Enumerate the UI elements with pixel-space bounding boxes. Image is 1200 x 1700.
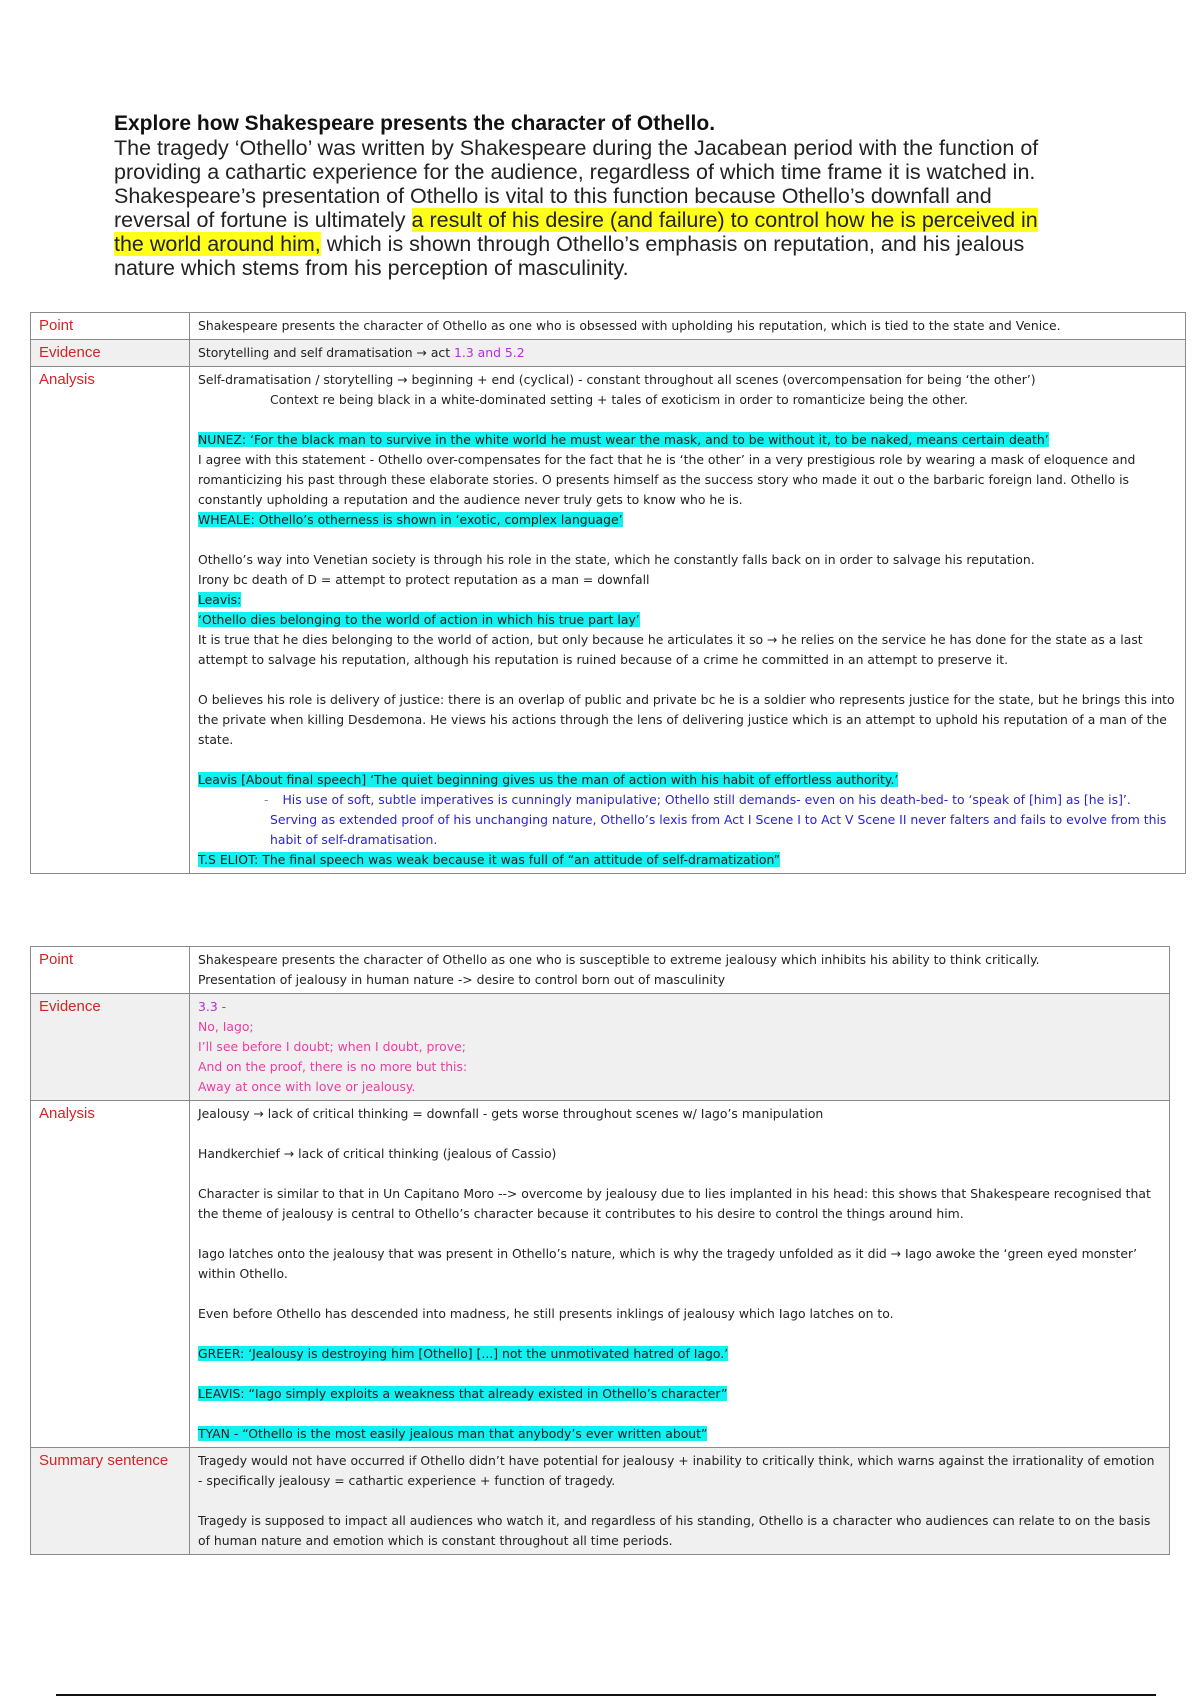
point-text: Shakespeare presents the character of Othello as one who is susceptible to extreme jealousy which inhibits his ability to think critically.	[198, 952, 1040, 967]
intro-line: Shakespeare’s presentation of Othello is vital to this function because Othello’s downfall and	[114, 184, 992, 208]
evidence-row	[31, 994, 1170, 1101]
summary-paragraph: Tragedy is supposed to impact all audiences who watch it, and regardless of his standing, Othello is a character who audiences can relate to on the basis of human nature and emotion which is constant throughout all time periods.	[198, 1513, 1151, 1548]
critic-quote-nunez: NUNEZ: ‘For the black man to survive in the white world he must wear the mask, and to be without it, to be naked, means certain death’	[198, 432, 1049, 447]
summary-cell	[190, 1448, 1170, 1555]
intro-line: nature which stems from his perception of masculinity.	[114, 256, 629, 280]
evidence-row	[31, 340, 1186, 367]
page-bottom-rule	[56, 1694, 1156, 1696]
point-row	[31, 947, 1170, 994]
row-label: Analysis	[31, 367, 190, 874]
row-label: Evidence	[31, 340, 190, 367]
bullet-marker: -	[264, 792, 269, 807]
row-label: Evidence	[31, 994, 190, 1101]
essay-introduction	[114, 112, 1094, 280]
point-cell	[190, 313, 1186, 340]
critic-quote-leavis-final-speech: Leavis [About final speech] ‘The quiet beginning gives us the man of action with his habit of effortless authority.’	[198, 772, 899, 787]
analysis-paragraph: Iago latches onto the jealousy that was present in Othello’s nature, which is why the tragedy unfolded as it did → Iago awoke the ‘green eyed monster’ within Othello.	[198, 1246, 1138, 1281]
summary-row	[31, 1448, 1170, 1555]
analysis-cell	[190, 367, 1186, 874]
point-cell	[190, 947, 1170, 994]
critic-quote-leavis: ‘Othello dies belonging to the world of action in which his true part lay’	[198, 612, 640, 627]
critic-quote-greer: GREER: ‘Jealousy is destroying him [Othello] [...] not the unmotivated hatred of Iago.’	[198, 1346, 729, 1361]
point-text: Shakespeare presents the character of Othello as one who is obsessed with upholding his reputation, which is tied to the state and Venice.	[198, 318, 1061, 333]
critic-name-leavis: Leavis:	[198, 592, 242, 607]
analysis-paragraph: O believes his role is delivery of justice: there is an overlap of public and private bc he is a soldier who represents justice for the state, but he brings this into the private when killing Desdemona. He views his actions through the lens of delivering justice which is an attempt to uphold his reputation of a man of the state.	[198, 692, 1175, 747]
critic-quote-leavis: LEAVIS: “Iago simply exploits a weakness that already existed in Othello’s character”	[198, 1386, 728, 1401]
analysis-paragraph: Character is similar to that in Un Capitano Moro --> overcome by jealousy due to lies implanted in his head: this shows that Shakespeare recognised that the theme of jealousy is central to Othello’s character because it contributes to his desire to control the things around him.	[198, 1186, 1151, 1221]
analysis-paragraph: It is true that he dies belonging to the world of action, but only because he articulates it so → he relies on the service he has done for the state as a last attempt to salvage his reputation, although his reputation is ruined because of a crime he committed in an attempt to preserve it.	[198, 632, 1143, 667]
highlighted-thesis: the world around him,	[114, 232, 321, 256]
point-text: Presentation of jealousy in human nature -> desire to control born out of masculinity	[198, 972, 726, 987]
critic-quote-wheale: WHEALE: Othello’s otherness is shown in ‘exotic, complex language’	[198, 512, 623, 527]
evidence-cell	[190, 340, 1186, 367]
quote-line: No, Iago;	[198, 1019, 254, 1034]
quote-line: Away at once with love or jealousy.	[198, 1079, 416, 1094]
row-label: Point	[31, 947, 190, 994]
essay-title: Explore how Shakespeare presents the character of Othello.	[114, 112, 716, 135]
summary-paragraph: Tragedy would not have occurred if Othello didn’t have potential for jealousy + inability to critically think, which warns against the irrationality of emotion - specifically jealousy = cathartic experience + function of tragedy.	[198, 1453, 1155, 1488]
row-label: Analysis	[31, 1101, 190, 1448]
evidence-text: Storytelling and self dramatisation → act	[198, 345, 455, 360]
intro-line: The tragedy ‘Othello’ was written by Shakespeare during the Jacabean period with the function of	[114, 136, 1039, 160]
analysis-line: Self-dramatisation / storytelling → beginning + end (cyclical) - constant throughout all scenes (overcompensation for being ‘the other’)	[198, 372, 1036, 387]
evidence-cell	[190, 994, 1170, 1101]
quote-line: I’ll see before I doubt; when I doubt, prove;	[198, 1039, 466, 1054]
act-reference: 1.3 and 5.2	[454, 345, 525, 360]
analysis-line: Irony bc death of D = attempt to protect reputation as a man = downfall	[198, 572, 650, 587]
analysis-cell	[190, 1101, 1170, 1448]
analysis-line: Othello’s way into Venetian society is through his role in the state, which he constantly falls back on in order to salvage his reputation.	[198, 552, 1035, 567]
analysis-line: Context re being black in a white-dominated setting + tales of exoticism in order to romanticize being the other.	[270, 392, 968, 407]
bullet-text: His use of soft, subtle imperatives is cunningly manipulative; Othello still demands- even on his death-bed- to ‘speak of [him] as [he is]’. Serving as extended proof of his unchanging nature, Othello’s lexis from Act I Scene I to Act V Scene II never falters and fails to evolve from this habit of self-dramatisation.	[270, 792, 1167, 847]
quote-line: And on the proof, there is no more but this:	[198, 1059, 468, 1074]
intro-line: reversal of fortune is ultimately	[114, 208, 412, 232]
analysis-line: Even before Othello has descended into madness, he still presents inklings of jealousy which Iago latches on to.	[198, 1306, 894, 1321]
intro-line: providing a cathartic experience for the audience, regardless of which time frame it is watched in.	[114, 160, 1036, 184]
point-row	[31, 313, 1186, 340]
analysis-bullet	[198, 790, 1177, 850]
analysis-paragraph: I agree with this statement - Othello over-compensates for the fact that he is ‘the other’ in a very prestigious role by wearing a mask of eloquence and romanticizing his past through these elaborate stories. O presents himself as the success story who made it out o the barbaric foreign land. Othello is constantly upholding a reputation and the audience never truly gets to know who he is.	[198, 452, 1136, 507]
analysis-line: Handkerchief → lack of critical thinking (jealous of Cassio)	[198, 1146, 557, 1161]
intro-line: which is shown through Othello’s emphasis on reputation, and his jealous	[320, 232, 1025, 256]
critic-quote-tyan: TYAN - “Othello is the most easily jealous man that anybody’s ever written about”	[198, 1426, 708, 1441]
highlighted-thesis: a result of his desire (and failure) to control how he is perceived in	[411, 208, 1038, 232]
analysis-line: Jealousy → lack of critical thinking = downfall - gets worse throughout scenes w/ Iago’s manipulation	[198, 1106, 824, 1121]
analysis-row	[31, 367, 1186, 874]
intro-paragraph	[114, 136, 1094, 280]
pea-table-jealousy	[30, 946, 1170, 1555]
row-label: Summary sentence	[31, 1448, 190, 1555]
act-reference: 3.3 -	[198, 999, 227, 1014]
analysis-row	[31, 1101, 1170, 1448]
critic-quote-eliot: T.S ELIOT: The final speech was weak because it was full of “an attitude of self-dramatization”	[198, 852, 781, 867]
row-label: Point	[31, 313, 190, 340]
pea-table-reputation	[30, 312, 1186, 874]
